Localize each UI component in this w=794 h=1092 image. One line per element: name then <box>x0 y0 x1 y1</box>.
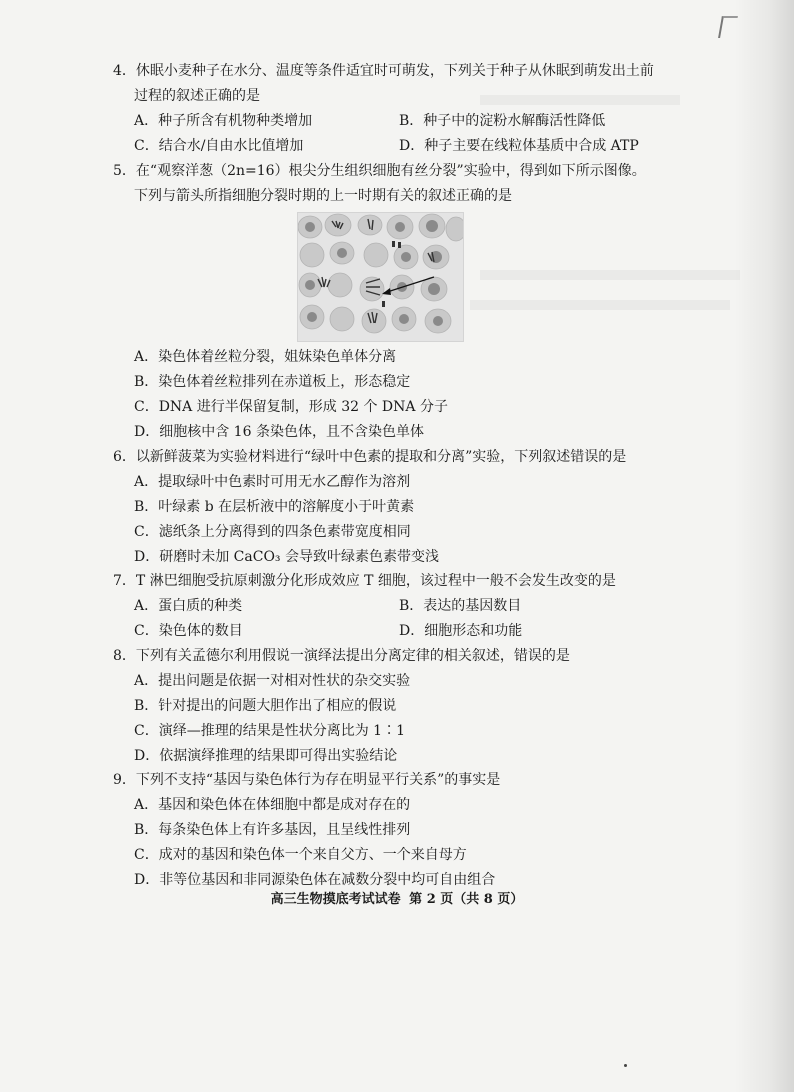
question-7-stem: 7．T 淋巴细胞受抗原刺激分化形成效应 T 细胞，该过程中一般不会发生改变的是 <box>113 573 616 589</box>
question-4-stem-line-1: 4．休眠小麦种子在水分、温度等条件适宜时可萌发，下列关于种子从休眠到萌发出土前 <box>113 63 654 79</box>
question-8-stem: 8．下列有关孟德尔利用假说一演绎法提出分离定律的相关叙述，错误的是 <box>113 648 570 664</box>
onion-root-tip-micrograph <box>297 212 464 342</box>
question-7-option-d: D．细胞形态和功能 <box>399 623 523 639</box>
micrograph-drawing <box>298 213 463 341</box>
question-4-option-d: D．种子主要在线粒体基质中合成 ATP <box>399 138 639 154</box>
question-7-option-c: C．染色体的数目 <box>134 623 243 639</box>
question-4-stem-line-2: 过程的叙述正确的是 <box>134 88 260 104</box>
question-5-option-c: C．DNA 进行半保留复制，形成 32 个 DNA 分子 <box>134 399 448 415</box>
question-8-option-a: A．提出问题是依据一对相对性状的杂交实验 <box>134 673 411 689</box>
question-9-stem: 9．下列不支持“基因与染色体行为存在明显平行关系”的事实是 <box>113 772 501 788</box>
question-6-option-c: C．滤纸条上分离得到的四条色素带宽度相同 <box>134 524 411 540</box>
question-8-option-c: C．演绎—推理的结果是性状分离比为 1∶1 <box>134 723 405 739</box>
question-9-option-d: D．非等位基因和非同源染色体在减数分裂中均可自由组合 <box>134 872 496 888</box>
bleed-through-mark <box>470 300 730 310</box>
page-footer <box>0 888 794 907</box>
question-4-option-c: C．结合水/自由水比值增加 <box>134 138 304 154</box>
footer-title: 高三生物摸底考试试卷 <box>270 892 401 907</box>
question-5-option-d: D．细胞核中含 16 条染色体，且不含染色单体 <box>134 424 424 440</box>
question-6-option-d: D．研磨时未加 CaCO₃ 会导致叶绿素色素带变浅 <box>134 549 439 565</box>
question-5-option-a: A．染色体着丝粒分裂，姐妹染色单体分离 <box>134 349 397 365</box>
question-8-option-d: D．依据演绎推理的结果即可得出实验结论 <box>134 748 398 764</box>
question-5-stem-line-2: 下列与箭头所指细胞分裂时期的上一时期有关的叙述正确的是 <box>134 188 512 204</box>
footer-page-number: 第 2 页（共 8 页） <box>409 892 524 907</box>
question-5-stem-line-1: 5．在“观察洋葱（2n=16）根尖分生组织细胞有丝分裂”实验中，得到如下所示图像。 <box>113 163 646 179</box>
question-5-option-b: B．染色体着丝粒排列在赤道板上，形态稳定 <box>134 374 411 390</box>
scan-speck <box>624 1064 627 1067</box>
question-6-option-b: B．叶绿素 b 在层析液中的溶解度小于叶黄素 <box>134 499 415 515</box>
question-6-stem: 6．以新鲜菠菜为实验材料进行“绿叶中色素的提取和分离”实验，下列叙述错误的是 <box>113 449 627 465</box>
question-7-option-b: B．表达的基因数目 <box>399 598 522 614</box>
question-8-option-b: B．针对提出的问题大胆作出了相应的假说 <box>134 698 397 714</box>
question-6-option-a: A．提取绿叶中色素时可用无水乙醇作为溶剂 <box>134 474 411 490</box>
bleed-through-mark <box>480 95 680 105</box>
question-9-option-c: C．成对的基因和染色体一个来自父方、一个来自母方 <box>134 847 467 863</box>
question-7-option-a: A．蛋白质的种类 <box>134 598 243 614</box>
question-9-option-a: A．基因和染色体在体细胞中都是成对存在的 <box>134 797 411 813</box>
bleed-through-mark <box>480 270 740 280</box>
question-4-option-a: A．种子所含有机物种类增加 <box>134 113 313 129</box>
question-9-option-b: B．每条染色体上有许多基因，且呈线性排列 <box>134 822 411 838</box>
question-4-option-b: B．种子中的淀粉水解酶活性降低 <box>399 113 606 129</box>
